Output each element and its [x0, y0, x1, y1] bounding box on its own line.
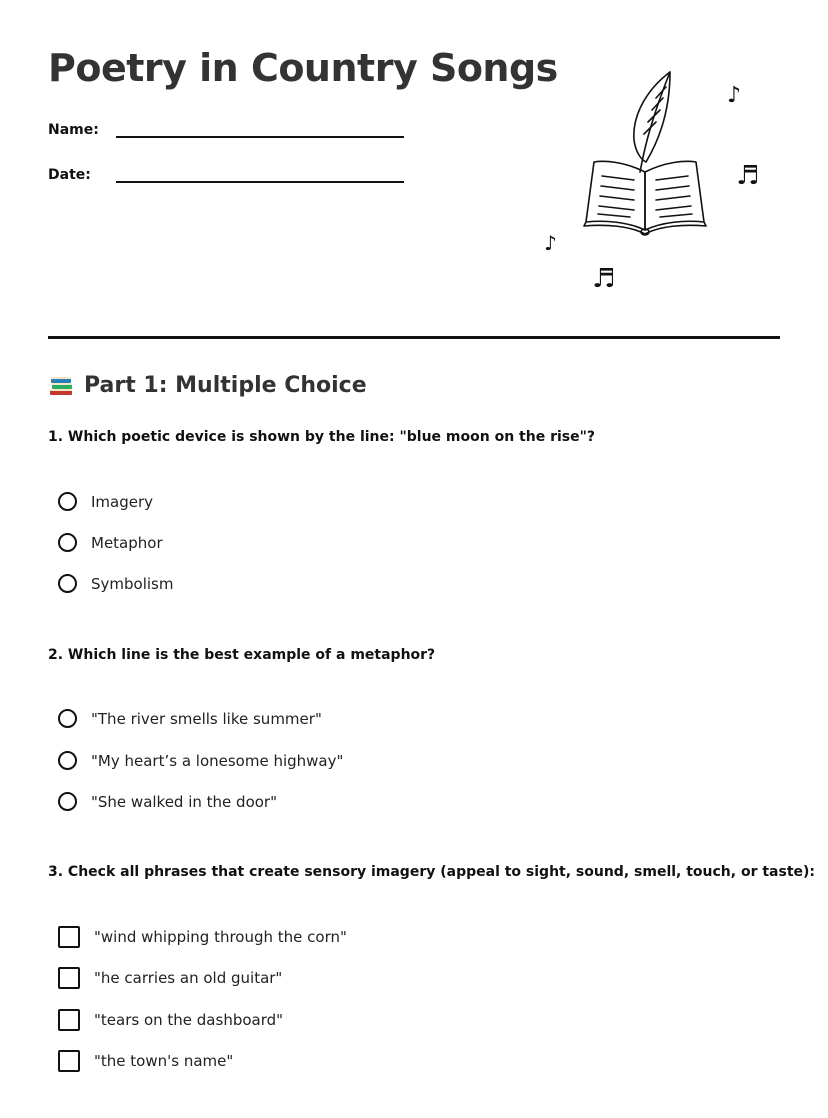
option-label: Symbolism	[91, 574, 174, 593]
q2-option-2[interactable]	[58, 751, 343, 770]
name-field[interactable]	[48, 118, 404, 138]
option-label: "She walked in the door"	[91, 792, 277, 811]
music-notes-icon: ♬	[736, 161, 760, 191]
radio-button[interactable]	[58, 574, 77, 593]
question-1: 1. Which poetic device is shown by the line: "blue moon on the rise"?	[48, 429, 596, 445]
q2-option-3[interactable]	[58, 792, 277, 811]
music-note-icon: ♪	[544, 231, 557, 255]
books-icon	[48, 372, 74, 398]
worksheet-title: Poetry in Country Songs	[48, 46, 558, 90]
option-label: "he carries an old guitar"	[94, 969, 283, 987]
radio-button[interactable]	[58, 533, 77, 552]
checkbox[interactable]	[58, 967, 80, 989]
q1-option-imagery[interactable]	[58, 492, 153, 511]
radio-button[interactable]	[58, 751, 77, 770]
q3-option-1[interactable]	[58, 926, 347, 948]
q3-option-3[interactable]	[58, 1009, 283, 1031]
question-2: 2. Which line is the best example of a metaphor?	[48, 647, 436, 663]
q2-option-1[interactable]	[58, 709, 322, 728]
name-line[interactable]	[116, 118, 404, 138]
option-label: Metaphor	[91, 533, 163, 552]
music-note-icon: ♪	[727, 83, 742, 108]
checkbox[interactable]	[58, 1050, 80, 1072]
option-label: "the town's name"	[94, 1052, 234, 1070]
date-label: Date:	[48, 167, 91, 183]
radio-button[interactable]	[58, 492, 77, 511]
q1-option-metaphor[interactable]	[58, 533, 163, 552]
quill-book-illustration	[530, 62, 780, 302]
radio-button[interactable]	[58, 792, 77, 811]
part1-title: Part 1: Multiple Choice	[84, 372, 367, 398]
name-label: Name:	[48, 122, 99, 138]
music-notes-icon: ♬	[592, 264, 616, 294]
quill-book-icon	[530, 62, 780, 302]
q3-option-2[interactable]	[58, 967, 282, 989]
date-line[interactable]	[116, 163, 404, 183]
section-divider	[48, 336, 780, 339]
option-label: Imagery	[91, 492, 154, 511]
q3-option-4[interactable]	[58, 1050, 233, 1072]
option-label: "The river smells like summer"	[91, 709, 322, 728]
option-label: "wind whipping through the corn"	[94, 928, 347, 946]
checkbox[interactable]	[58, 1009, 80, 1031]
date-field[interactable]	[48, 163, 404, 183]
q1-option-symbolism[interactable]	[58, 574, 173, 593]
question-3: 3. Check all phrases that create sensory imagery (appeal to sight, sound, smell, touch, or taste):	[48, 864, 816, 880]
part1-heading	[48, 372, 367, 398]
radio-button[interactable]	[58, 709, 77, 728]
checkbox[interactable]	[58, 926, 80, 948]
option-label: "tears on the dashboard"	[94, 1011, 284, 1029]
option-label: "My heart’s a lonesome highway"	[91, 751, 344, 770]
